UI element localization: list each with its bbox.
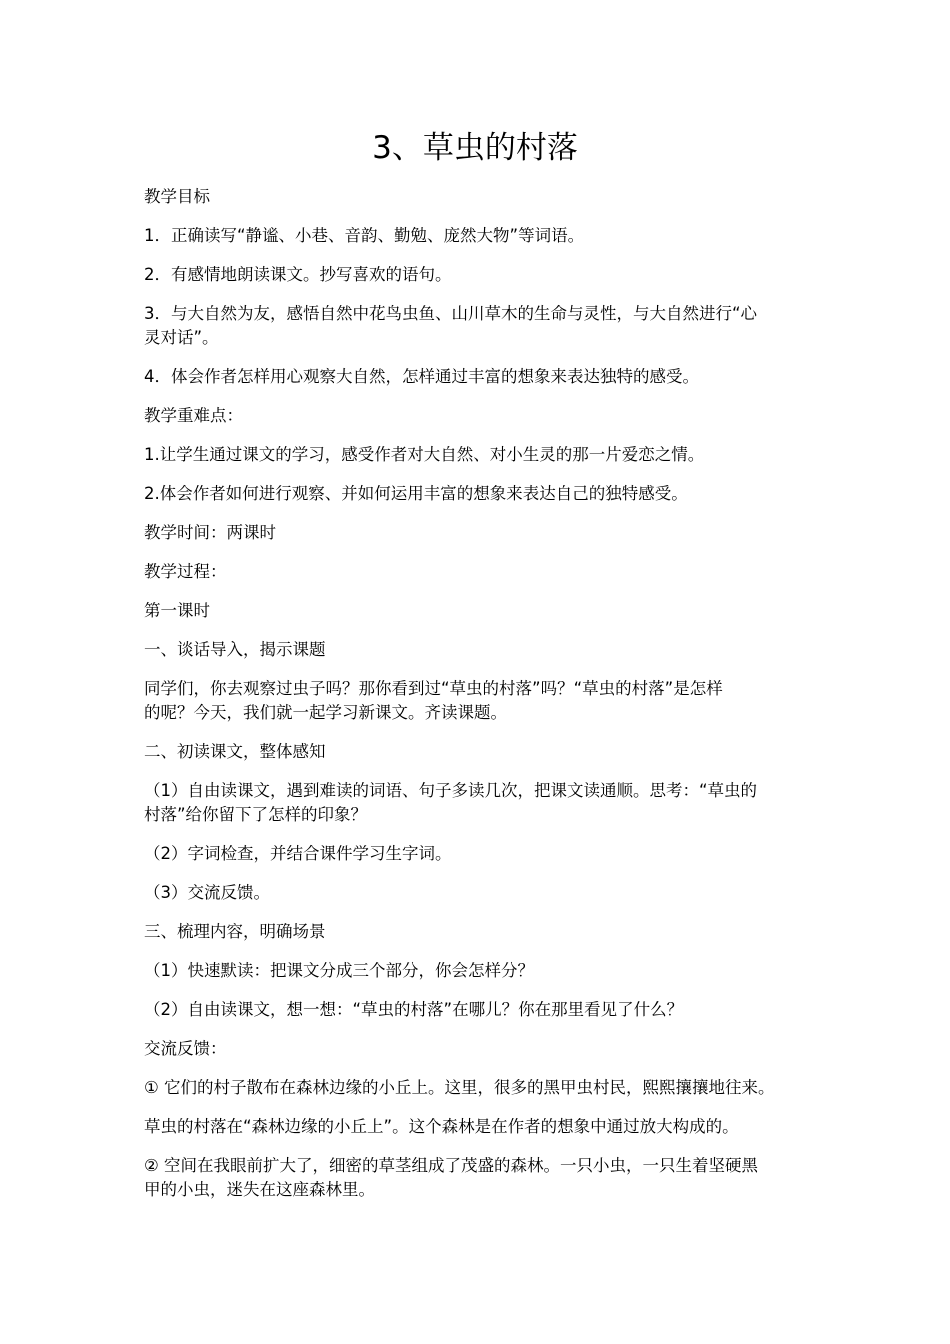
reading-task-1-line-1: （1）自由读课文，遇到难读的词语、句子多读几次，把课文读通顺。思考：“草虫的 [144, 781, 758, 800]
key-point-2: 2.体会作者如何进行观察、并如何运用丰富的想象来表达自己的独特感受。 [144, 484, 688, 503]
sorting-task-2: （2）自由读课文，想一想：“草虫的村落”在哪儿？你在那里看见了什么？ [144, 1000, 684, 1019]
feedback-item-2-line-2: 甲的小虫，迷失在这座森林里。 [144, 1180, 375, 1199]
section-heading-goals: 教学目标 [144, 187, 210, 206]
document-title: 3、草虫的村落 [372, 130, 578, 166]
feedback-note-1: 草虫的村落在“森林边缘的小丘上”。这个森林是在作者的想象中通过放大构成的。 [144, 1117, 739, 1136]
goal-item-4: 4．体会作者怎样用心观察大自然，怎样通过丰富的想象来表达独特的感受。 [144, 367, 699, 386]
reading-task-1-line-2: 村落”给你留下了怎样的印象？ [144, 805, 368, 824]
sorting-task-1: （1）快速默读：把课文分成三个部分，你会怎样分？ [144, 961, 534, 980]
step-heading-3: 三、梳理内容，明确场景 [144, 922, 326, 941]
intro-paragraph-line-2: 的呢？今天，我们就一起学习新课文。齐读课题。 [144, 703, 507, 722]
intro-paragraph-line-1: 同学们，你去观察过虫子吗？那你看到过“草虫的村落”吗？“草虫的村落”是怎样 [144, 679, 723, 698]
reading-task-3: （3）交流反馈。 [144, 883, 270, 902]
section-heading-process: 教学过程： [144, 562, 227, 581]
lesson-heading-first: 第一课时 [144, 601, 210, 620]
step-heading-1: 一、谈话导入，揭示课题 [144, 640, 326, 659]
feedback-item-1: ① 它们的村子散布在森林边缘的小丘上。这里，很多的黑甲虫村民，熙熙攘攘地往来。 [144, 1078, 775, 1097]
teaching-time: 教学时间：两课时 [144, 523, 276, 542]
feedback-item-2-line-1: ② 空间在我眼前扩大了，细密的草茎组成了茂盛的森林。一只小虫，一只生着坚硬黑 [144, 1156, 759, 1175]
section-heading-key-points: 教学重难点： [144, 406, 243, 425]
goal-item-3-line-1: 3．与大自然为友，感悟自然中花鸟虫鱼、山川草木的生命与灵性，与大自然进行“心 [144, 304, 758, 323]
goal-item-3-line-2: 灵对话”。 [144, 328, 219, 347]
goal-item-1: 1．正确读写“静谧、小巷、音韵、勤勉、庞然大物”等词语。 [144, 226, 585, 245]
feedback-heading: 交流反馈： [144, 1039, 227, 1058]
goal-item-2: 2．有感情地朗读课文。抄写喜欢的语句。 [144, 265, 452, 284]
step-heading-2: 二、初读课文，整体感知 [144, 742, 326, 761]
reading-task-2: （2）字词检查，并结合课件学习生字词。 [144, 844, 452, 863]
key-point-1: 1.让学生通过课文的学习，感受作者对大自然、对小生灵的那一片爱恋之情。 [144, 445, 705, 464]
